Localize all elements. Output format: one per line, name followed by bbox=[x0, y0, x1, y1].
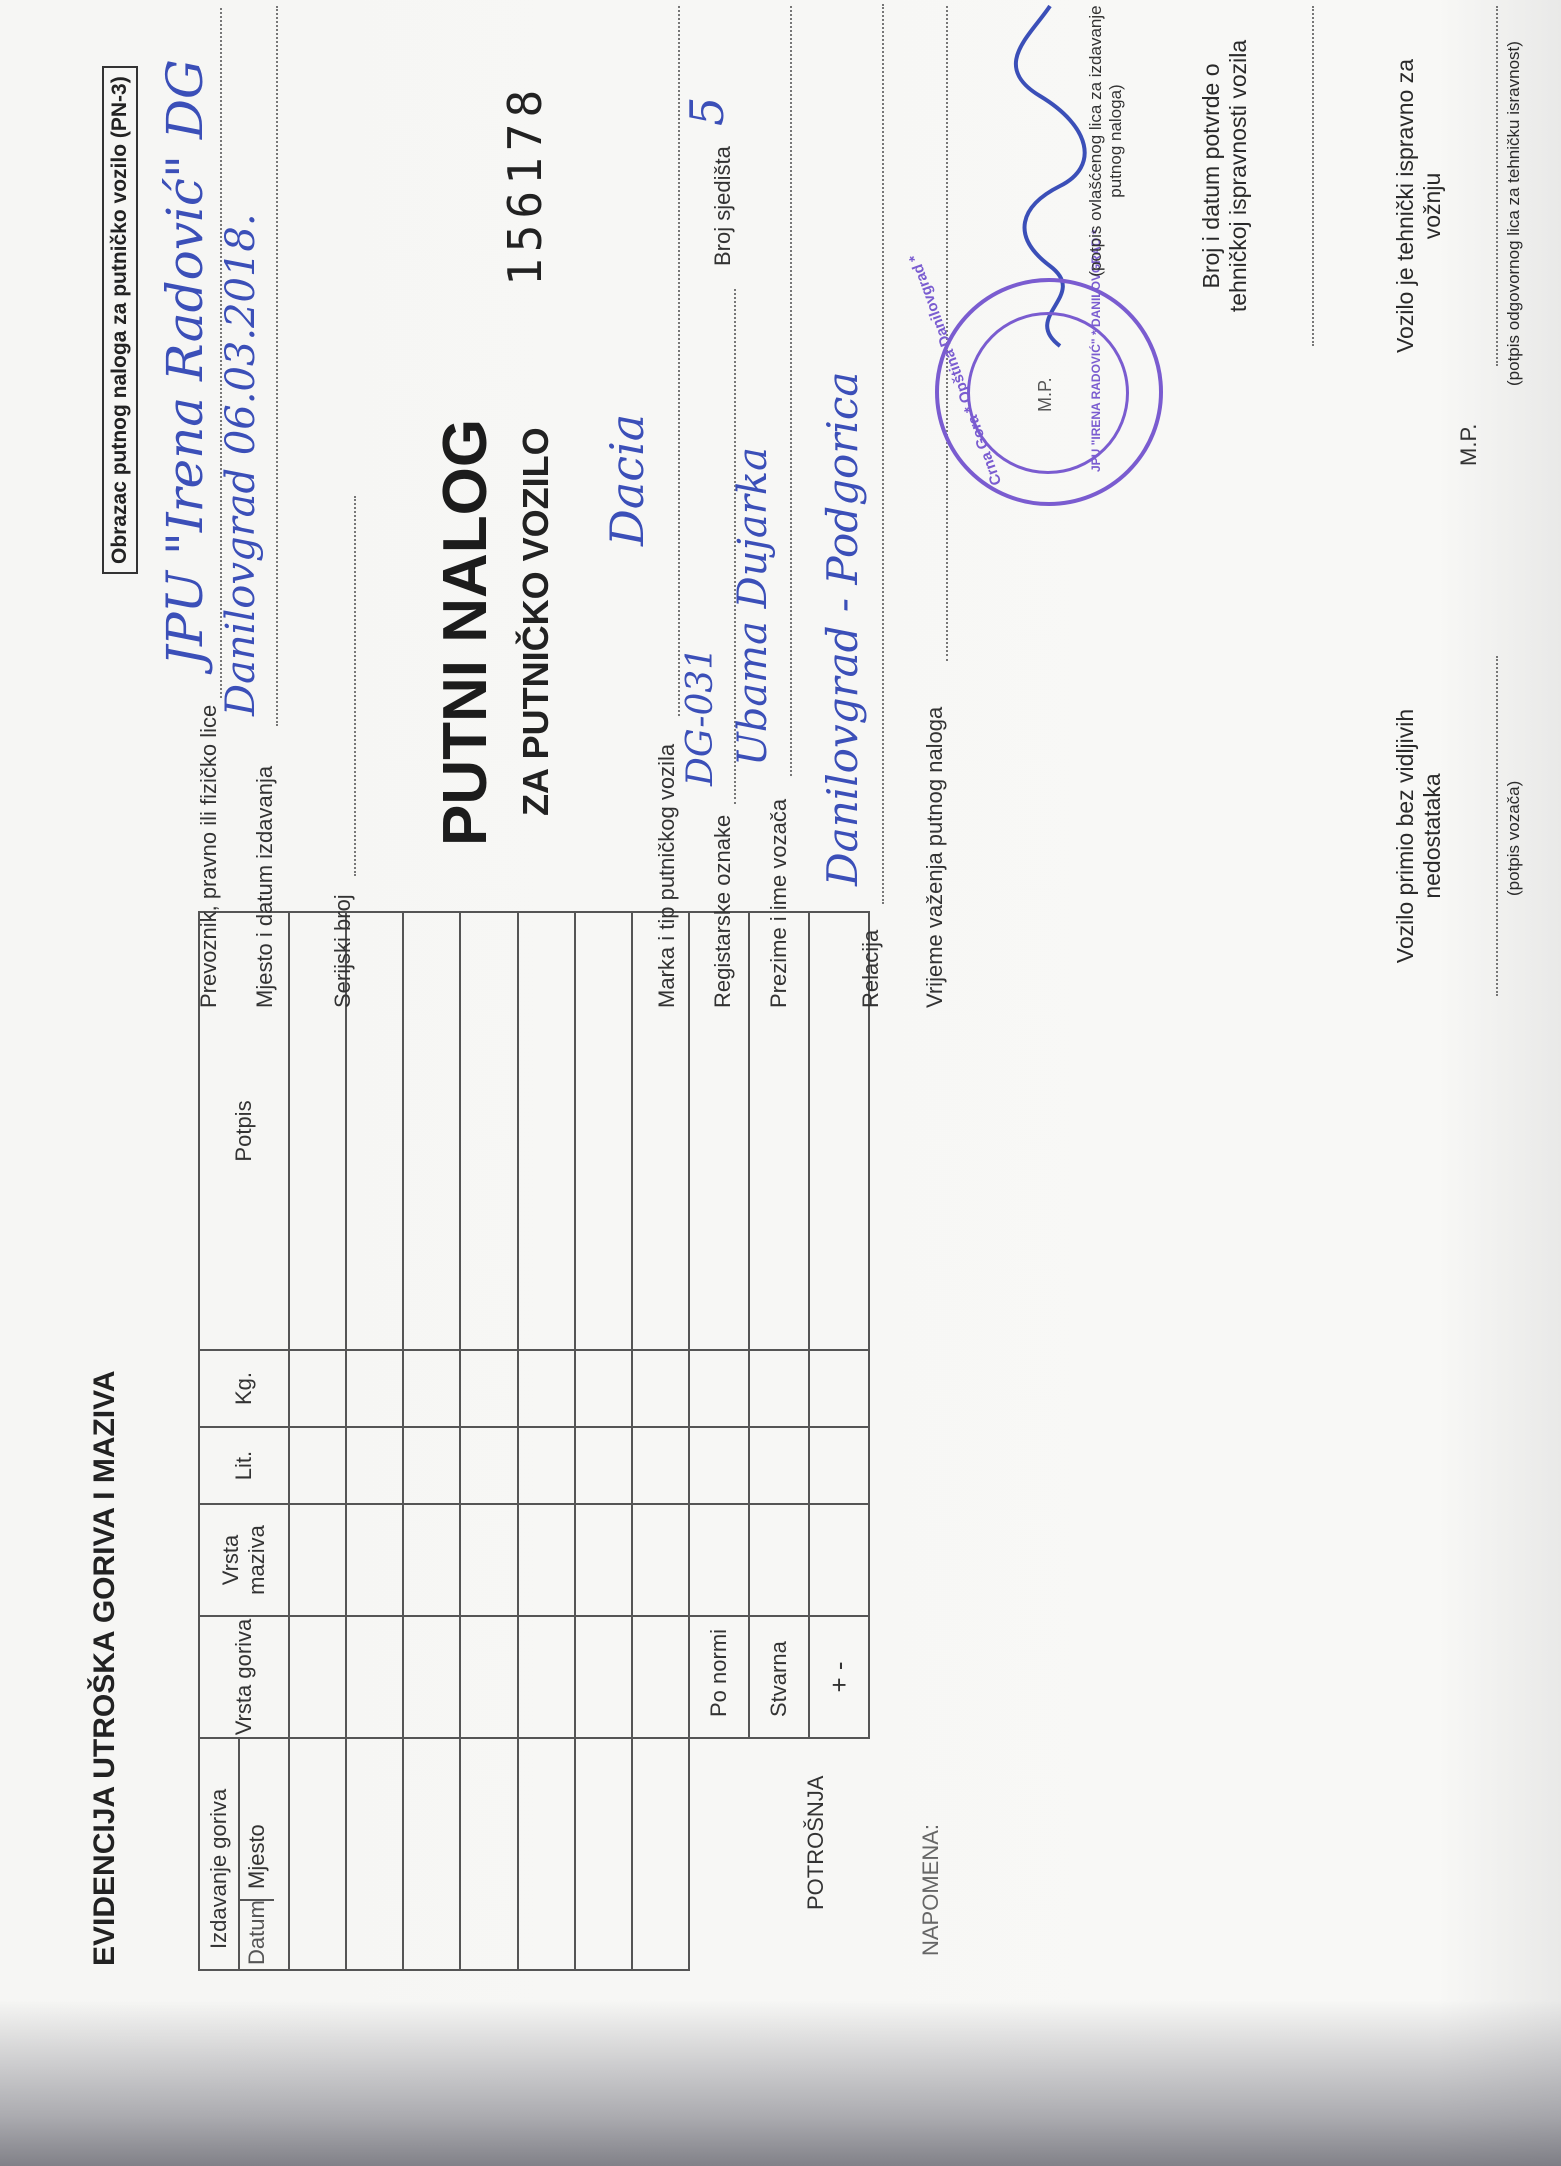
vozac-signature-line bbox=[1496, 656, 1498, 996]
vozac-value: Ubama Dujarka bbox=[730, 447, 776, 766]
vozilo-primio: Vozilo primio bez vidljivih nedostataka bbox=[1392, 708, 1445, 964]
napomena-label: NAPOMENA: bbox=[918, 1823, 943, 1956]
po-normi-label: Po normi bbox=[689, 1616, 749, 1738]
serijski-label: Serijski broj bbox=[330, 894, 355, 1008]
col-vrsta-goriva-header: Vrsta goriva bbox=[199, 1616, 289, 1738]
mjesto-datum-value: Danilovgrad 06.03.2018. bbox=[218, 213, 264, 716]
potvrda-label: Broj i datum potvrde o tehničkoj ispravnosti vozila bbox=[1198, 39, 1251, 313]
marka-value: Dacia bbox=[600, 413, 654, 546]
odgovorni-signature-line bbox=[1496, 6, 1498, 366]
col-datum-header: Datum bbox=[240, 1899, 274, 1969]
table-row bbox=[518, 912, 575, 1970]
stamp-outer-text: Crna Gora * Opština Danilovgrad * bbox=[905, 252, 1006, 488]
form-subtitle: ZA PUTNIČKO VOZILO bbox=[515, 427, 556, 816]
sjedista-value: 5 bbox=[680, 96, 734, 126]
col-potpis-header: Potpis bbox=[199, 912, 289, 1350]
col-kg-header: Kg. bbox=[199, 1350, 289, 1427]
registarske-value: DG-031 bbox=[680, 646, 721, 786]
potpis-ovlascenog: (potpis ovlašćenog lica za izdavanje putnog naloga) bbox=[1086, 5, 1125, 277]
form-title: PUTNI NALOG bbox=[431, 418, 500, 846]
table-row bbox=[403, 912, 460, 1970]
col-vrsta-maziva-header: Vrsta maziva bbox=[199, 1504, 289, 1616]
table-row bbox=[460, 912, 517, 1970]
table-row bbox=[289, 912, 346, 1970]
mjesto-datum-line bbox=[276, 6, 278, 726]
marka-label: Marka i tip putničkog vozila bbox=[654, 743, 679, 1008]
fuel-table bbox=[198, 911, 870, 1971]
potpis-odgovornog: (potpis odgovornog lica za tehničku isravnost) bbox=[1504, 41, 1523, 386]
relacija-value: Danilovgrad - Podgorica bbox=[818, 371, 867, 886]
mp-bottom: M.P. bbox=[1456, 423, 1481, 466]
form-type-box: Obrazac putnog naloga za putničko vozilo (PN-3) bbox=[102, 66, 138, 574]
table-row bbox=[575, 912, 632, 1970]
official-stamp bbox=[905, 229, 1163, 506]
table-row bbox=[346, 912, 403, 1970]
stamp-inner-text: JPU "IRENA RADOVIĆ" * DANILOVGRAD * bbox=[1089, 229, 1103, 472]
col-lit-header: Lit. bbox=[199, 1427, 289, 1504]
page-edge-shadow bbox=[0, 2000, 1561, 2166]
plus-minus-label: + - bbox=[809, 1616, 869, 1738]
mjesto-datum-label: Mjesto i datum izdavanja bbox=[252, 765, 277, 1008]
col-mjesto-header: Mjesto bbox=[244, 1824, 269, 1889]
relacija-line bbox=[882, 4, 884, 904]
table-row bbox=[632, 912, 689, 1970]
vozilo-ispravno: Vozilo je tehnički ispravno za vožnju bbox=[1392, 58, 1445, 354]
potvrda-line bbox=[1312, 6, 1314, 346]
sjedista-label: Broj sjedišta bbox=[710, 146, 735, 266]
vozac-label: Prezime i ime vozača bbox=[766, 798, 791, 1008]
potrosnja-label: POTROŠNJA bbox=[803, 1775, 828, 1910]
stamp-center: M.P. bbox=[1035, 377, 1055, 412]
vrijeme-label: Vrijeme važenja putnog naloga bbox=[922, 706, 947, 1008]
potpis-vozaca: (potpis vozača) bbox=[1504, 780, 1523, 896]
prevoznik-value: JPU "Irena Radović" DG bbox=[156, 59, 214, 666]
fuel-log-title: EVIDENCIJA UTROŠKA GORIVA I MAZIVA bbox=[88, 1370, 121, 1966]
stvarna-label: Stvarna bbox=[749, 1616, 809, 1738]
registarske-label: Registarske oznake bbox=[710, 814, 735, 1008]
vozac-line bbox=[790, 6, 792, 776]
relacija-label: Relacija bbox=[858, 929, 883, 1008]
order-number: 156178 bbox=[498, 83, 552, 286]
serijski-line bbox=[354, 496, 356, 876]
col-izdavanje-header: Izdavanje goriva Datum Mjesto bbox=[199, 1738, 289, 1970]
prevoznik-label: Prevoznik, pravno ili fizičko lice bbox=[196, 704, 221, 1008]
